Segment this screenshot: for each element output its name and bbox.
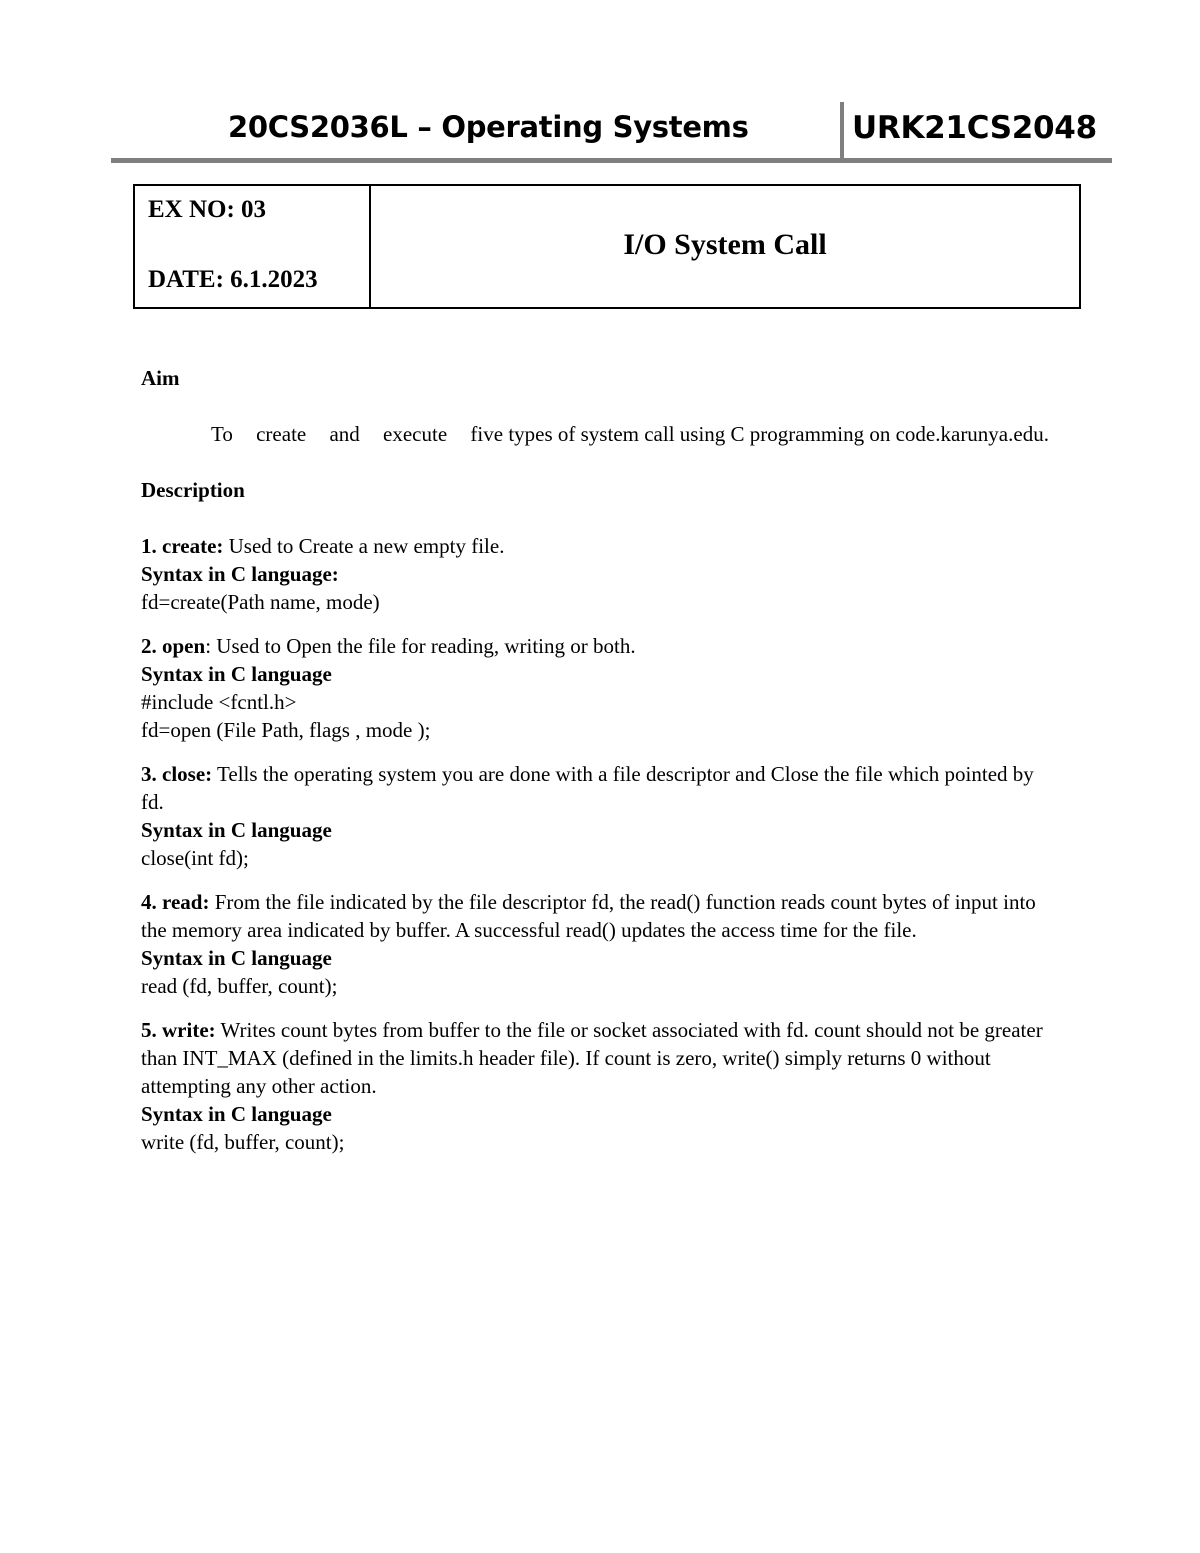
system-call-name: 1. create:: [141, 534, 224, 558]
system-call-name: 2. open: [141, 634, 206, 658]
syntax-label: Syntax in C language: [141, 662, 332, 686]
system-call-item: [141, 760, 1061, 872]
system-call-description: [141, 1016, 1061, 1100]
system-call-name: 3. close:: [141, 762, 213, 786]
system-call-desc-text: Tells the operating system you are done with a file descriptor and Close the file which pointed by fd.: [141, 762, 1034, 814]
system-call-name: 5. write:: [141, 1018, 216, 1042]
aim-text: [141, 420, 1061, 448]
exercise-date: DATE: 6.1.2023: [148, 266, 318, 293]
exercise-number: EX NO: 03: [148, 196, 267, 223]
syntax-label: Syntax in C language: [141, 1102, 332, 1126]
system-call-description: [141, 888, 1061, 944]
system-call-desc-text: From the file indicated by the file descriptor fd, the read() function reads count bytes of input into the memory area indicated by buffer. A successful read() updates the access time for the file.: [141, 890, 1036, 942]
syntax-code-line: write (fd, buffer, count);: [141, 1130, 345, 1154]
system-call-name: 4. read:: [141, 890, 210, 914]
system-call-item: [141, 532, 1061, 616]
aim-text-rest: types of system call using C programming on code.karunya.edu.: [503, 422, 1049, 446]
header-rule: [111, 158, 1112, 163]
syntax-code-line: close(int fd);: [141, 846, 249, 870]
system-call-item: [141, 888, 1061, 1000]
course-title: 20CS2036L – Operating Systems: [228, 110, 749, 144]
syntax-code-line: fd=open (File Path, flags , mode );: [141, 718, 431, 742]
system-call-desc-text: Used to Create a new empty file.: [223, 534, 505, 558]
document-body: [141, 364, 1061, 1156]
aim-text-spaced: To create and execute five: [211, 422, 504, 446]
syntax-label: Syntax in C language: [141, 818, 332, 842]
syntax-label: Syntax in C language: [141, 946, 332, 970]
syntax-code-line: read (fd, buffer, count);: [141, 974, 338, 998]
system-call-item: [141, 1016, 1061, 1156]
system-call-desc-text: Writes count bytes from buffer to the file or socket associated with fd. count should not be greater than INT_MAX (defined in the limits.h header file). If count is zero, write() simply returns 0 without attempting any other action.: [141, 1018, 1043, 1098]
system-call-description: [141, 632, 1061, 660]
register-number: URK21CS2048: [852, 110, 1097, 146]
system-call-item: [141, 632, 1061, 744]
system-call-description: [141, 532, 1061, 560]
syntax-code-line: fd=create(Path name, mode): [141, 590, 380, 614]
syntax-code-line: #include <fcntl.h>: [141, 690, 297, 714]
exercise-title: I/O System Call: [623, 228, 827, 261]
system-call-desc-text: : Used to Open the file for reading, writing or both.: [205, 634, 636, 658]
syntax-label: Syntax in C language:: [141, 562, 339, 586]
description-heading: Description: [141, 478, 245, 502]
system-call-list: [141, 532, 1061, 1156]
header-divider: [840, 102, 844, 162]
system-call-description: [141, 760, 1061, 816]
exercise-box: [133, 184, 1081, 309]
aim-heading: Aim: [141, 366, 180, 390]
